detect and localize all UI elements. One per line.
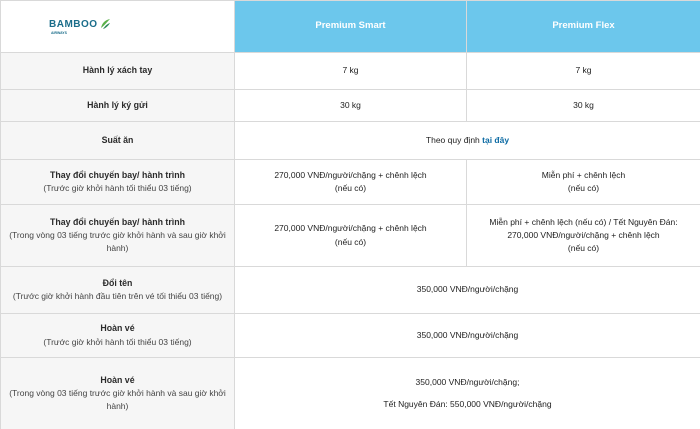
row-label bbox=[1, 205, 235, 267]
row-label-title: Hoàn vé bbox=[100, 374, 135, 385]
smart-value-line: 270,000 VNĐ/người/chặng + chênh lệch bbox=[274, 169, 427, 180]
logo-subtext: AIRWAYS bbox=[51, 31, 67, 36]
row-label bbox=[1, 160, 235, 205]
row-label-title: Đổi tên bbox=[102, 277, 133, 288]
row-label-title: Hành lý ký gửi bbox=[87, 99, 148, 110]
row-label-note: (Trước giờ khởi hành tối thiểu 03 tiếng) bbox=[43, 183, 192, 194]
row-label bbox=[1, 358, 235, 429]
logo-text: BAMBOO bbox=[49, 18, 98, 30]
smart-value bbox=[235, 205, 467, 267]
row-label bbox=[1, 90, 235, 122]
row-label bbox=[1, 267, 235, 314]
plan-header-premium-flex: Premium Flex bbox=[467, 1, 700, 53]
refund-fee-value: 350,000 VNĐ/người/chặng bbox=[235, 314, 700, 358]
row-label bbox=[1, 53, 235, 90]
bamboo-leaf-icon bbox=[99, 18, 111, 30]
table-row bbox=[1, 160, 700, 205]
table-row bbox=[1, 314, 700, 358]
flex-value-line: Miễn phí + chênh lệch (nếu có) / Tết Nguyên Đán: bbox=[489, 216, 678, 227]
meal-policy-text: Theo quy định bbox=[425, 134, 480, 145]
meal-policy-value bbox=[235, 122, 700, 160]
smart-value: 7 kg bbox=[235, 53, 467, 90]
flex-value-line: 270,000 VNĐ/người/chặng + chênh lệch bbox=[507, 229, 660, 240]
refund-fee-line: Tết Nguyên Đán: 550,000 VNĐ/người/chặng bbox=[383, 398, 552, 409]
table-row bbox=[1, 53, 700, 90]
table-row bbox=[1, 90, 700, 122]
flex-value bbox=[467, 205, 700, 267]
smart-value-line: (nếu có) bbox=[334, 236, 367, 247]
row-label bbox=[1, 314, 235, 358]
flex-value-line: Miễn phí + chênh lệch bbox=[541, 169, 626, 180]
row-label-title: Hành lý xách tay bbox=[82, 65, 153, 76]
logo-cell bbox=[1, 1, 235, 53]
row-label-title: Thay đổi chuyến bay/ hành trình bbox=[50, 216, 185, 227]
row-label-note: (Trước giờ khởi hành tối thiểu 03 tiếng) bbox=[43, 336, 192, 347]
row-label-note: hành) bbox=[106, 243, 129, 254]
row-label-note: (Trong vòng 03 tiếng trước giờ khởi hành và sau giờ khởi bbox=[9, 388, 226, 399]
refund-fee-line: 350,000 VNĐ/người/chặng; bbox=[415, 377, 520, 388]
table-row bbox=[1, 358, 700, 429]
smart-value-line: (nếu có) bbox=[334, 183, 367, 193]
row-label-note: (Trong vòng 03 tiếng trước giờ khởi hành và sau giờ khởi bbox=[9, 230, 226, 241]
rename-fee-value: 350,000 VNĐ/người/chặng bbox=[235, 267, 700, 314]
row-label-title: Suất ăn bbox=[101, 134, 134, 145]
table-header-row bbox=[1, 1, 700, 53]
smart-value bbox=[235, 160, 467, 205]
row-label-title: Hoàn vé bbox=[100, 323, 135, 334]
meal-policy-link[interactable]: tại đây bbox=[482, 134, 510, 145]
flex-value: 30 kg bbox=[467, 90, 700, 122]
row-label bbox=[1, 122, 235, 160]
flex-value: 7 kg bbox=[467, 53, 700, 90]
row-label-note: hành) bbox=[106, 401, 129, 412]
flex-value-line: (nếu có) bbox=[567, 243, 600, 254]
plan-header-premium-smart: Premium Smart bbox=[235, 1, 467, 53]
smart-value-line: 270,000 VNĐ/người/chặng + chênh lệch bbox=[274, 223, 427, 234]
bamboo-airways-logo bbox=[5, 17, 230, 37]
row-label-note: (Trước giờ khởi hành đầu tiên trên vé tối thiểu 03 tiếng) bbox=[12, 291, 223, 302]
table-row bbox=[1, 122, 700, 160]
flex-value bbox=[467, 160, 700, 205]
row-label-title: Thay đổi chuyến bay/ hành trình bbox=[50, 169, 185, 180]
refund-fee-value bbox=[235, 358, 700, 429]
flex-value-line: (nếu có) bbox=[567, 183, 600, 193]
table-row bbox=[1, 205, 700, 267]
smart-value: 30 kg bbox=[235, 90, 467, 122]
table-row bbox=[1, 267, 700, 314]
